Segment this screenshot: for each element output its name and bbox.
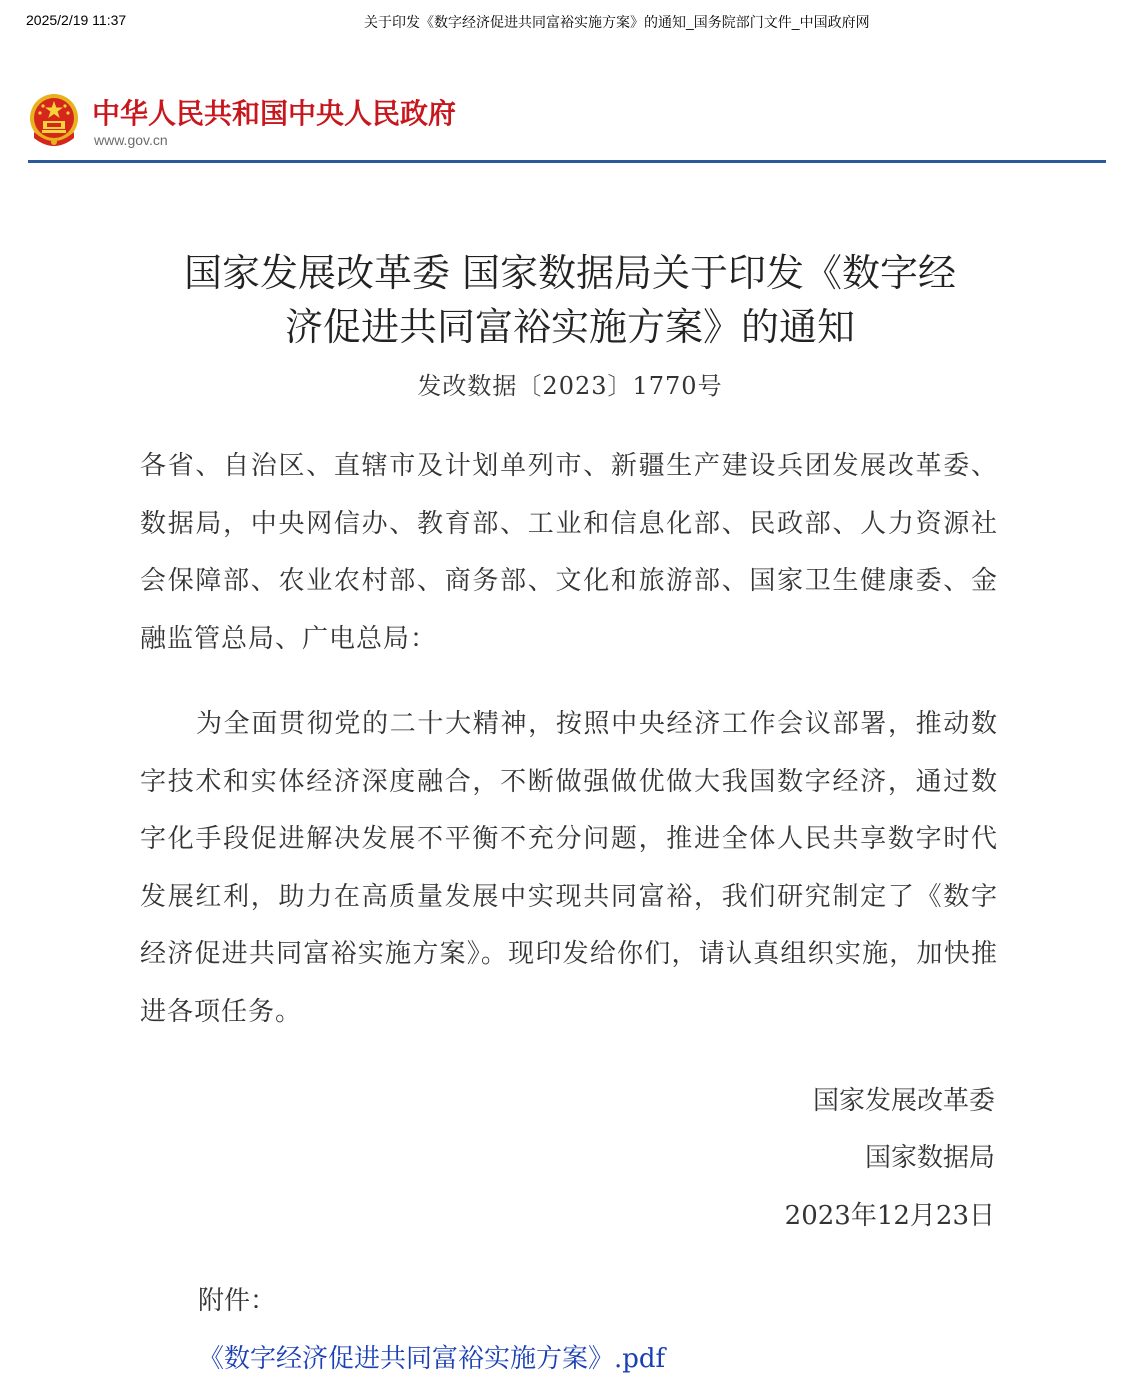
print-page-title: 关于印发《数字经济促进共同富裕实施方案》的通知_国务院部门文件_中国政府网: [364, 14, 870, 30]
print-header: [0, 12, 1147, 34]
attachment-label: 附件：: [198, 1286, 277, 1316]
print-datetime: 2025/2/19 11:37: [26, 12, 127, 28]
body-paragraph: 为全面贯彻党的二十大精神，按照中央经济工作会议部署，推动数字技术和实体经济深度融合，不断做强做优做大我国数字经济，通过数字化手段促进解决发展不平衡不充分问题，推进全体人民共享数字时代发展红利，助力在高质量发展中实现共同富裕，我们研究制定了《数字经济促进共同富裕实施方案》。现印发给你们，请认真组织实施，加快推进各项任务。: [140, 709, 998, 1027]
document-title: [120, 246, 1020, 354]
site-name[interactable]: 中华人民共和国中央人民政府: [92, 97, 457, 130]
signatory-data-bureau: 国家数据局: [864, 1143, 995, 1173]
signatory-ndrc: 国家发展改革委: [812, 1086, 995, 1116]
recipients: 各省、自治区、直辖市及计划单列市、新疆生产建设兵团发展改革委、数据局，中央网信办、教育部、工业和信息化部、民政部、人力资源社会保障部、农业农村部、商务部、文化和旅游部、国家卫生健康委、金融监管总局、广电总局：: [140, 451, 998, 654]
issue-date: 2023年12月23日: [784, 1201, 995, 1231]
document-number: 发改数据〔2023〕1770号: [417, 372, 723, 400]
document-title-line-1: 国家发展改革委 国家数据局关于印发《数字经: [183, 251, 957, 295]
site-header: [28, 88, 1106, 163]
site-url[interactable]: www.gov.cn: [94, 132, 168, 148]
national-emblem-icon[interactable]: [28, 92, 80, 148]
document-title-line-2: 济促进共同富裕实施方案》的通知: [284, 305, 855, 349]
attachment-pdf-link[interactable]: 《数字经济促进共同富裕实施方案》.pdf: [198, 1344, 666, 1374]
